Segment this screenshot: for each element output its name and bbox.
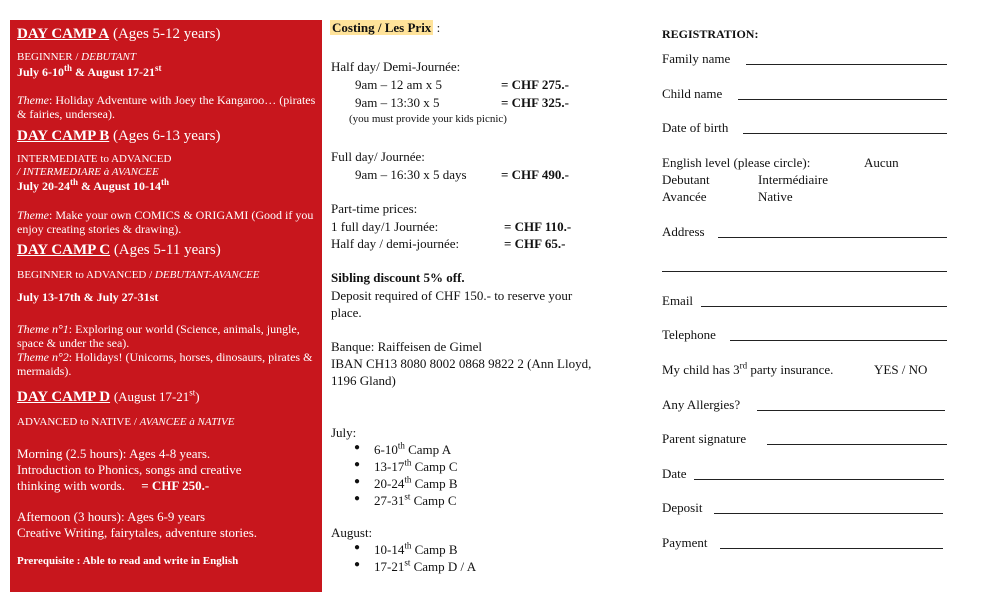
july-item (352, 476, 458, 493)
august-item-sup: th (404, 540, 412, 551)
deposit-line-2: place. (331, 305, 362, 320)
camp-a-date-1-sup: th (64, 63, 73, 73)
july-item-camp: Camp B (411, 476, 458, 491)
bank-line-2: IBAN CH13 8080 8002 0868 9822 2 (Ann Lloyd, (331, 356, 592, 371)
july-title: July: (331, 425, 357, 440)
july-item-date: 20-24 (374, 476, 405, 491)
july-item-camp: Camp A (404, 442, 452, 457)
camp-d-level-alt: AVANCEE à NATIVE (139, 416, 235, 428)
bank-line-1: Banque: Raiffeisen de Gimel (331, 339, 483, 354)
bank-line-3: 1196 Gland) (331, 373, 396, 388)
sibling-discount: Sibling discount 5% off. (331, 270, 465, 285)
camp-a-level-main: BEGINNER / (17, 51, 82, 63)
camp-c-theme-1 (17, 322, 317, 350)
august-title: August: (331, 525, 373, 540)
date-field[interactable] (694, 479, 944, 480)
camp-a-theme-label: Theme (17, 93, 49, 107)
camps-panel (10, 20, 322, 592)
august-item-sup: st (404, 557, 411, 568)
camp-a-theme-text: : Holiday Adventure with Joey the Kangaroo… (pirates & fairies, undersea). (17, 93, 316, 121)
july-item (352, 493, 458, 510)
camp-b-theme-label: Theme (17, 208, 49, 222)
july-item (352, 442, 458, 459)
camp-c-title (17, 242, 221, 259)
camp-c-theme-1-label: Theme n°1 (17, 322, 69, 336)
camp-b-date-1: July 20-24 (17, 179, 71, 193)
date-label: Date (662, 466, 687, 481)
camp-d-ages-sup: st (189, 387, 196, 398)
camp-c-name: DAY CAMP C (17, 242, 111, 258)
camp-b-dates (17, 179, 169, 194)
camp-d-afternoon-b: Creative Writing, fairytales, adventure stories. (17, 525, 258, 540)
halfday-note: (you must provide your kids picnic) (349, 113, 507, 125)
july-item-date: 13-17 (374, 459, 405, 474)
parttime-row-1-label: 1 full day/1 Journée: (331, 219, 439, 234)
telephone-field[interactable] (730, 340, 947, 341)
august-item-date: 10-14 (374, 542, 405, 557)
family-name-label: Family name (662, 51, 731, 66)
halfday-row-1-label: 9am – 12 am x 5 (355, 77, 443, 92)
camp-c-theme-2-label: Theme n°2 (17, 350, 69, 364)
july-item-camp: Camp C (411, 459, 458, 474)
camp-c-level-main: BEGINNER to ADVANCED / (17, 269, 155, 281)
parttime-title: Part-time prices: (331, 201, 418, 216)
deposit-line-1: Deposit required of CHF 150.- to reserve your (331, 288, 573, 303)
august-item-camp: Camp B (411, 542, 458, 557)
level-avancee[interactable]: Avancée (662, 189, 707, 204)
level-native[interactable]: Native (758, 189, 793, 204)
email-label: Email (662, 293, 694, 308)
camp-d-afternoon-a: Afternoon (3 hours): Ages 6-9 years (17, 509, 206, 524)
camp-a-date-1: July 6-10 (17, 65, 65, 79)
camp-c-level-alt: DEBUTANT-AVANCEE (154, 269, 260, 281)
parttime-row-2-price: = CHF 65.- (504, 236, 566, 251)
camp-d-ages-main: (August 17-21 (113, 389, 190, 404)
camp-d-morning-a: Morning (2.5 hours): Ages 4-8 years. (17, 446, 211, 461)
camp-b-date-2-sup: th (161, 177, 170, 187)
camp-a-theme (17, 93, 317, 121)
camp-a-title (17, 26, 220, 43)
email-field[interactable] (701, 306, 947, 307)
dob-label: Date of birth (662, 120, 729, 135)
camp-c-theme-1-text: : Exploring our world (Science, animals, jungle, space & under the sea). (17, 322, 300, 350)
camp-d-title (17, 389, 200, 406)
camp-a-level-alt: DEBUTANT (81, 51, 136, 63)
insurance-yes-no[interactable]: YES / NO (874, 362, 928, 377)
child-name-label: Child name (662, 86, 723, 101)
fullday-title: Full day/ Journée: (331, 149, 425, 164)
telephone-label: Telephone (662, 327, 716, 342)
fullday-label: 9am – 16:30 x 5 days (355, 167, 467, 182)
august-item-date: 17-21 (374, 559, 405, 574)
insurance-text-b: party insurance. (747, 362, 834, 377)
camp-d-prerequisite: Prerequisite : Able to read and write in English (17, 555, 239, 567)
address-label: Address (662, 224, 705, 239)
child-name-field[interactable] (738, 99, 947, 100)
camp-d-morning-price: = CHF 250.- (141, 478, 210, 493)
address-field-2[interactable] (662, 271, 947, 272)
parttime-row-2-label: Half day / demi-journée: (331, 236, 460, 251)
july-item-date: 6-10 (374, 442, 398, 457)
fullday-price: = CHF 490.- (501, 167, 569, 182)
allergies-label: Any Allergies? (662, 397, 741, 412)
camp-c-ages: (Ages 5-11 years) (113, 242, 221, 258)
camp-b-ages: (Ages 6-13 years) (112, 128, 221, 144)
camp-a-date-2: & August 17-21 (72, 65, 156, 79)
camp-b-date-2: & August 10-14 (78, 179, 162, 193)
level-aucun[interactable]: Aucun (864, 155, 899, 170)
costing-title: Costing / Les Prix (332, 20, 432, 35)
camp-a-level (17, 51, 136, 63)
level-debutant[interactable]: Debutant (662, 172, 710, 187)
july-item-date: 27-31 (374, 493, 405, 508)
costing-colon: : (433, 20, 441, 35)
costing-heading (330, 20, 440, 36)
camp-d-ages-end: ) (195, 389, 200, 404)
parent-signature-field[interactable] (767, 444, 947, 445)
camp-c-dates: July 13-17th & July 27-31st (17, 290, 159, 304)
camp-a-ages: (Ages 5-12 years) (112, 26, 221, 42)
camp-c-level (17, 269, 259, 281)
family-name-field[interactable] (746, 64, 947, 65)
halfday-row-1-price: = CHF 275.- (501, 77, 569, 92)
registration-title: REGISTRATION: (662, 27, 759, 41)
payment-label: Payment (662, 535, 708, 550)
camp-d-morning-c: thinking with words. (17, 478, 125, 493)
deposit-field[interactable] (714, 513, 943, 514)
july-list (352, 442, 458, 510)
deposit-label: Deposit (662, 500, 703, 515)
halfday-row-2-price: = CHF 325.- (501, 95, 569, 110)
camp-b-level-alt: / INTERMEDIARE à AVANCEE (17, 166, 159, 178)
camp-c-theme-2-text: : Holidays! (Unicorns, horses, dinosaurs, pirates & mermaids). (17, 350, 313, 378)
camp-d-name: DAY CAMP D (17, 389, 111, 405)
payment-field[interactable] (720, 548, 943, 549)
halfday-row-2-label: 9am – 13:30 x 5 (355, 95, 440, 110)
camp-b-level-main: INTERMEDIATE to ADVANCED (17, 153, 172, 165)
dob-field[interactable] (743, 133, 947, 134)
august-item-camp: Camp D / A (410, 559, 477, 574)
camp-a-date-2-sup: st (155, 63, 162, 73)
july-item-sup: th (397, 440, 405, 451)
august-item (352, 559, 476, 576)
camp-a-dates (17, 65, 162, 80)
camp-a-name: DAY CAMP A (17, 26, 110, 42)
insurance-sup: rd (739, 360, 748, 371)
august-list (352, 542, 476, 576)
address-field-1[interactable] (718, 237, 947, 238)
july-item-sup: th (404, 457, 412, 468)
august-item (352, 542, 476, 559)
parttime-row-1-price: = CHF 110.- (504, 219, 572, 234)
camp-d-morning-c-row (17, 478, 209, 494)
july-item-sup: st (404, 491, 411, 502)
english-level-label: English level (please circle): (662, 155, 811, 170)
camp-b-name: DAY CAMP B (17, 128, 110, 144)
camp-b-theme (17, 208, 317, 236)
camp-b-date-1-sup: th (70, 177, 79, 187)
parent-signature-label: Parent signature (662, 431, 747, 446)
insurance-text-a: My child has 3 (662, 362, 740, 377)
camp-d-level-main: ADVANCED to NATIVE / (17, 416, 140, 428)
july-item-sup: th (404, 474, 412, 485)
camp-b-theme-text: : Make your own COMICS & ORIGAMI (Good if you enjoy creating stories & drawing). (17, 208, 314, 236)
july-item (352, 459, 458, 476)
level-intermediaire[interactable]: Intermédiaire (758, 172, 829, 187)
halfday-title: Half day/ Demi-Journée: (331, 59, 461, 74)
camp-d-ages (114, 389, 200, 404)
insurance-question (662, 362, 833, 378)
camp-d-level (17, 416, 234, 428)
allergies-field[interactable] (757, 410, 945, 411)
camp-c-theme-2 (17, 350, 317, 378)
july-item-camp: Camp C (410, 493, 457, 508)
camp-d-morning-b: Introduction to Phonics, songs and creative (17, 462, 242, 477)
camp-b-title (17, 128, 220, 145)
